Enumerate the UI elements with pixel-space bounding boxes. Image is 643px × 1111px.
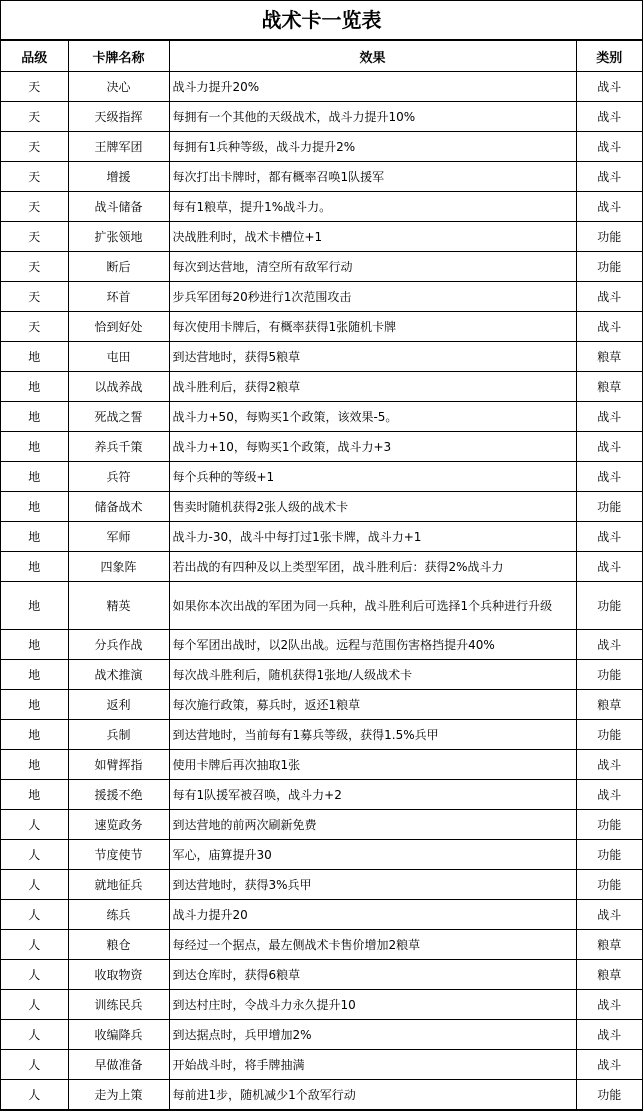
table-row bbox=[1, 660, 642, 690]
cell-category: 战斗 bbox=[576, 102, 642, 132]
table-row bbox=[1, 1050, 642, 1080]
cell-grade: 天 bbox=[1, 192, 68, 222]
table-row bbox=[1, 720, 642, 750]
cell-effect: 使用卡牌后再次抽取1张 bbox=[169, 750, 576, 780]
table-row bbox=[1, 1020, 642, 1050]
cell-card-name: 援援不绝 bbox=[68, 780, 169, 810]
cell-effect: 每拥有一个其他的天级战术，战斗力提升10% bbox=[169, 102, 576, 132]
table-row bbox=[1, 222, 642, 252]
cell-effect: 战斗力+50，每购买1个政策，该效果-5。 bbox=[169, 402, 576, 432]
cell-card-name: 环首 bbox=[68, 282, 169, 312]
cell-effect: 售卖时随机获得2张人级的战术卡 bbox=[169, 492, 576, 522]
cell-category: 功能 bbox=[576, 222, 642, 252]
cell-category: 战斗 bbox=[576, 312, 642, 342]
table-row bbox=[1, 810, 642, 840]
cell-grade: 地 bbox=[1, 492, 68, 522]
cell-category: 战斗 bbox=[576, 522, 642, 552]
table-row bbox=[1, 102, 642, 132]
cell-card-name: 兵符 bbox=[68, 462, 169, 492]
cell-effect: 到达营地时，当前每有1募兵等级，获得1.5%兵甲 bbox=[169, 720, 576, 750]
cell-category: 战斗 bbox=[576, 630, 642, 660]
cell-grade: 地 bbox=[1, 660, 68, 690]
cell-grade: 人 bbox=[1, 840, 68, 870]
cell-category: 战斗 bbox=[576, 132, 642, 162]
cell-card-name: 训练民兵 bbox=[68, 990, 169, 1020]
header-grade: 品级 bbox=[1, 41, 68, 72]
cell-card-name: 断后 bbox=[68, 252, 169, 282]
cell-category: 功能 bbox=[576, 252, 642, 282]
cell-card-name: 王牌军团 bbox=[68, 132, 169, 162]
table-row bbox=[1, 780, 642, 810]
cell-grade: 地 bbox=[1, 780, 68, 810]
cell-card-name: 走为上策 bbox=[68, 1080, 169, 1110]
cell-card-name: 以战养战 bbox=[68, 372, 169, 402]
cell-grade: 天 bbox=[1, 222, 68, 252]
cell-card-name: 恰到好处 bbox=[68, 312, 169, 342]
table-row bbox=[1, 282, 642, 312]
cell-grade: 地 bbox=[1, 630, 68, 660]
cell-effect: 战斗力+10，每购买1个政策，战斗力+3 bbox=[169, 432, 576, 462]
table-row bbox=[1, 462, 642, 492]
header-row bbox=[1, 41, 642, 72]
table-row bbox=[1, 72, 642, 102]
cell-effect: 若出战的有四种及以上类型军团，战斗胜利后：获得2%战斗力 bbox=[169, 552, 576, 582]
header-card-name: 卡牌名称 bbox=[68, 41, 169, 72]
cell-grade: 天 bbox=[1, 72, 68, 102]
cell-category: 战斗 bbox=[576, 1020, 642, 1050]
cell-card-name: 收编降兵 bbox=[68, 1020, 169, 1050]
cell-category: 战斗 bbox=[576, 780, 642, 810]
cell-card-name: 就地征兵 bbox=[68, 870, 169, 900]
table-row bbox=[1, 252, 642, 282]
cell-grade: 地 bbox=[1, 402, 68, 432]
cell-effect: 每次到达营地，清空所有敌军行动 bbox=[169, 252, 576, 282]
header-effect: 效果 bbox=[169, 41, 576, 72]
cell-card-name: 决心 bbox=[68, 72, 169, 102]
cell-effect: 开始战斗时，将手牌抽满 bbox=[169, 1050, 576, 1080]
cell-grade: 天 bbox=[1, 282, 68, 312]
cell-category: 粮草 bbox=[576, 690, 642, 720]
cell-effect: 每次打出卡牌时，都有概率召唤1队援军 bbox=[169, 162, 576, 192]
table-row bbox=[1, 132, 642, 162]
table-body bbox=[1, 72, 642, 1110]
cell-card-name: 四象阵 bbox=[68, 552, 169, 582]
cell-card-name: 战术推演 bbox=[68, 660, 169, 690]
cell-effect: 到达营地时，获得3%兵甲 bbox=[169, 870, 576, 900]
cell-grade: 地 bbox=[1, 690, 68, 720]
table-row bbox=[1, 1080, 642, 1110]
cell-category: 战斗 bbox=[576, 162, 642, 192]
table-row bbox=[1, 522, 642, 552]
cell-effect: 每个军团出战时，以2队出战。远程与范围伤害格挡提升40% bbox=[169, 630, 576, 660]
cell-card-name: 如臂挥指 bbox=[68, 750, 169, 780]
cell-card-name: 兵制 bbox=[68, 720, 169, 750]
cell-card-name: 养兵千策 bbox=[68, 432, 169, 462]
cell-grade: 地 bbox=[1, 720, 68, 750]
cell-effect: 到达仓库时，获得6粮草 bbox=[169, 960, 576, 990]
cell-grade: 地 bbox=[1, 372, 68, 402]
cell-grade: 地 bbox=[1, 552, 68, 582]
cell-card-name: 扩张领地 bbox=[68, 222, 169, 252]
cell-effect: 到达营地时，获得5粮草 bbox=[169, 342, 576, 372]
table-row bbox=[1, 582, 642, 630]
cell-grade: 人 bbox=[1, 810, 68, 840]
cell-card-name: 屯田 bbox=[68, 342, 169, 372]
cell-card-name: 节度使节 bbox=[68, 840, 169, 870]
cell-card-name: 粮仓 bbox=[68, 930, 169, 960]
cell-card-name: 储备战术 bbox=[68, 492, 169, 522]
cell-grade: 人 bbox=[1, 900, 68, 930]
cell-category: 功能 bbox=[576, 660, 642, 690]
cell-card-name: 天级指挥 bbox=[68, 102, 169, 132]
cell-category: 战斗 bbox=[576, 990, 642, 1020]
table-row bbox=[1, 162, 642, 192]
cell-effect: 每次施行政策，募兵时，返还1粮草 bbox=[169, 690, 576, 720]
cell-grade: 天 bbox=[1, 132, 68, 162]
cell-effect: 到达村庄时，令战斗力永久提升10 bbox=[169, 990, 576, 1020]
cell-grade: 天 bbox=[1, 252, 68, 282]
cell-grade: 天 bbox=[1, 162, 68, 192]
cell-grade: 人 bbox=[1, 1080, 68, 1110]
cell-card-name: 返利 bbox=[68, 690, 169, 720]
cell-effect: 战斗力提升20% bbox=[169, 72, 576, 102]
cell-card-name: 收取物资 bbox=[68, 960, 169, 990]
cell-card-name: 早做准备 bbox=[68, 1050, 169, 1080]
cell-grade: 天 bbox=[1, 312, 68, 342]
cell-category: 战斗 bbox=[576, 1050, 642, 1080]
table-row bbox=[1, 930, 642, 960]
table-row bbox=[1, 312, 642, 342]
cell-effect: 战斗力-30，战斗中每打过1张卡牌，战斗力+1 bbox=[169, 522, 576, 552]
cell-category: 粮草 bbox=[576, 960, 642, 990]
cell-category: 战斗 bbox=[576, 282, 642, 312]
cell-effect: 每前进1步，随机减少1个敌军行动 bbox=[169, 1080, 576, 1110]
cell-effect: 每次使用卡牌后，有概率获得1张随机卡牌 bbox=[169, 312, 576, 342]
cell-category: 粮草 bbox=[576, 930, 642, 960]
cell-grade: 地 bbox=[1, 462, 68, 492]
cell-effect: 每有1粮草，提升1%战斗力。 bbox=[169, 192, 576, 222]
cell-category: 粮草 bbox=[576, 342, 642, 372]
cell-category: 战斗 bbox=[576, 750, 642, 780]
tactic-card-table bbox=[1, 40, 642, 1110]
cell-category: 功能 bbox=[576, 810, 642, 840]
cell-category: 功能 bbox=[576, 840, 642, 870]
cell-effect: 军心，庙算提升30 bbox=[169, 840, 576, 870]
cell-card-name: 精英 bbox=[68, 582, 169, 630]
table-row bbox=[1, 990, 642, 1020]
cell-category: 功能 bbox=[576, 492, 642, 522]
table-row bbox=[1, 552, 642, 582]
cell-category: 粮草 bbox=[576, 372, 642, 402]
cell-grade: 地 bbox=[1, 522, 68, 552]
cell-effect: 到达据点时，兵甲增加2% bbox=[169, 1020, 576, 1050]
cell-category: 战斗 bbox=[576, 432, 642, 462]
table-row bbox=[1, 870, 642, 900]
cell-effect: 到达营地的前两次刷新免费 bbox=[169, 810, 576, 840]
cell-category: 战斗 bbox=[576, 462, 642, 492]
table-row bbox=[1, 960, 642, 990]
cell-card-name: 分兵作战 bbox=[68, 630, 169, 660]
cell-category: 战斗 bbox=[576, 402, 642, 432]
cell-effect: 每个兵种的等级+1 bbox=[169, 462, 576, 492]
table-row bbox=[1, 840, 642, 870]
cell-card-name: 军师 bbox=[68, 522, 169, 552]
table-row bbox=[1, 492, 642, 522]
table-row bbox=[1, 192, 642, 222]
cell-grade: 地 bbox=[1, 432, 68, 462]
cell-effect: 每拥有1兵种等级，战斗力提升2% bbox=[169, 132, 576, 162]
cell-grade: 地 bbox=[1, 582, 68, 630]
sheet-title: 战术卡一览表 bbox=[1, 1, 642, 40]
cell-category: 功能 bbox=[576, 720, 642, 750]
table-row bbox=[1, 750, 642, 780]
table-row bbox=[1, 630, 642, 660]
cell-category: 功能 bbox=[576, 582, 642, 630]
table-row bbox=[1, 900, 642, 930]
table-row bbox=[1, 372, 642, 402]
cell-category: 功能 bbox=[576, 870, 642, 900]
cell-grade: 人 bbox=[1, 1050, 68, 1080]
cell-category: 战斗 bbox=[576, 192, 642, 222]
cell-effect: 决战胜利时，战术卡槽位+1 bbox=[169, 222, 576, 252]
cell-grade: 人 bbox=[1, 990, 68, 1020]
cell-grade: 人 bbox=[1, 960, 68, 990]
cell-grade: 人 bbox=[1, 1020, 68, 1050]
cell-effect: 战斗胜利后，获得2粮草 bbox=[169, 372, 576, 402]
cell-card-name: 练兵 bbox=[68, 900, 169, 930]
cell-effect: 每经过一个据点，最左侧战术卡售价增加2粮草 bbox=[169, 930, 576, 960]
cell-effect: 如果你本次出战的军团为同一兵种，战斗胜利后可选择1个兵种进行升级 bbox=[169, 582, 576, 630]
cell-grade: 天 bbox=[1, 102, 68, 132]
table-row bbox=[1, 432, 642, 462]
cell-effect: 步兵军团每20秒进行1次范围攻击 bbox=[169, 282, 576, 312]
table-row bbox=[1, 402, 642, 432]
cell-effect: 战斗力提升20 bbox=[169, 900, 576, 930]
cell-category: 战斗 bbox=[576, 552, 642, 582]
cell-grade: 地 bbox=[1, 750, 68, 780]
cell-grade: 人 bbox=[1, 930, 68, 960]
table-row bbox=[1, 342, 642, 372]
cell-category: 战斗 bbox=[576, 72, 642, 102]
table-row bbox=[1, 690, 642, 720]
cell-card-name: 增援 bbox=[68, 162, 169, 192]
cell-card-name: 战斗储备 bbox=[68, 192, 169, 222]
cell-category: 战斗 bbox=[576, 900, 642, 930]
cell-effect: 每次战斗胜利后，随机获得1张地/人级战术卡 bbox=[169, 660, 576, 690]
cell-grade: 人 bbox=[1, 870, 68, 900]
header-category: 类别 bbox=[576, 41, 642, 72]
cell-category: 功能 bbox=[576, 1080, 642, 1110]
cell-card-name: 死战之誓 bbox=[68, 402, 169, 432]
cell-effect: 每有1队援军被召唤，战斗力+2 bbox=[169, 780, 576, 810]
cell-grade: 地 bbox=[1, 342, 68, 372]
cell-card-name: 速览政务 bbox=[68, 810, 169, 840]
